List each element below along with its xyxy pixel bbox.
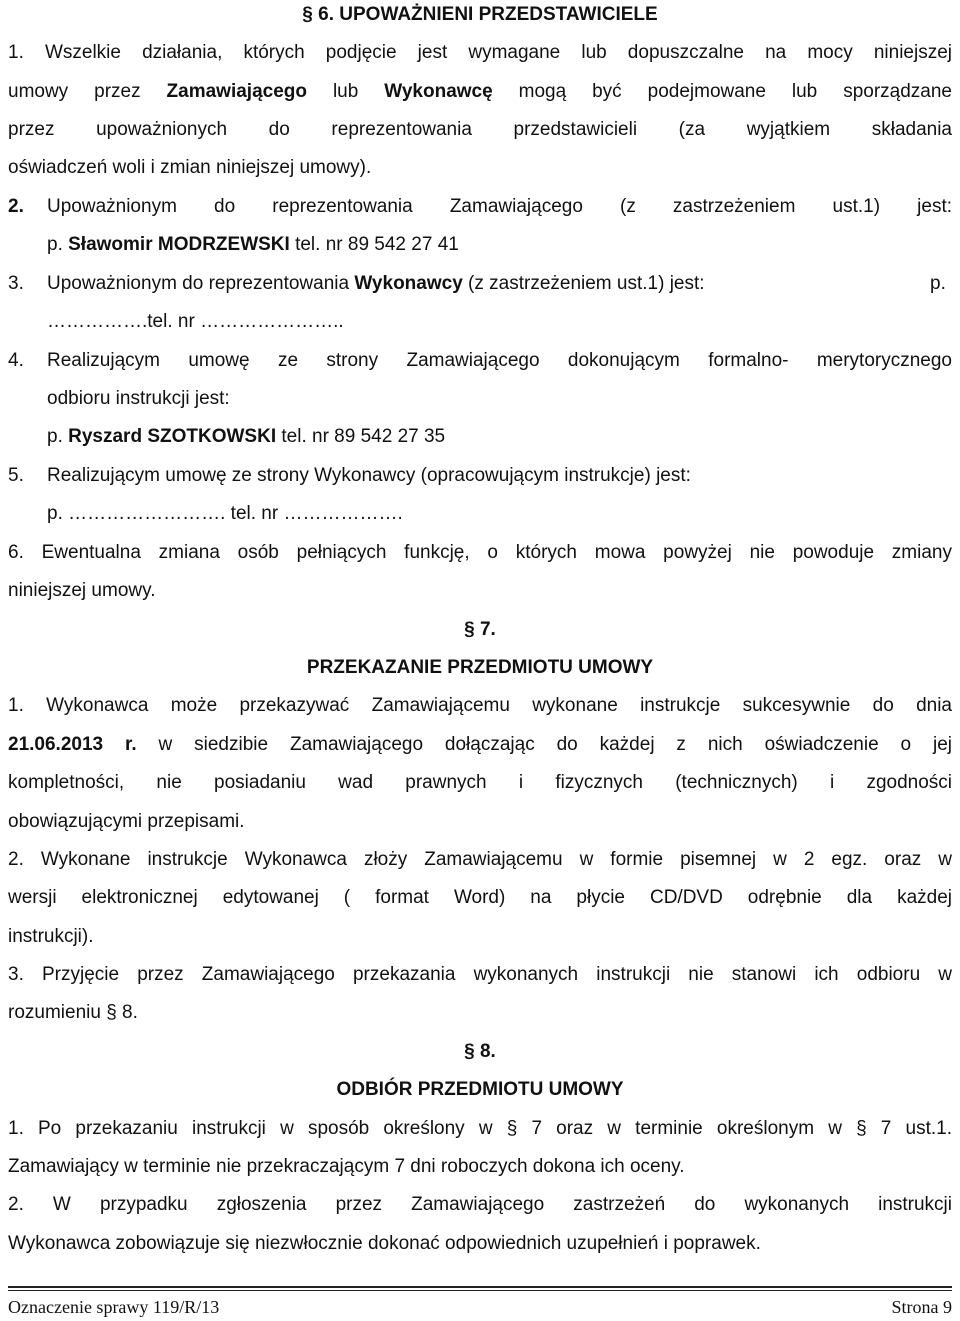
footer-page-number: Strona 9 — [891, 1297, 952, 1317]
section-7-number: § 7. — [464, 619, 496, 640]
s8-p2-line-2: Wykonawca zobowiązuje się niezwłocznie dokonać odpowiednich uzupełnień i poprawek. — [8, 1233, 761, 1254]
s6-p1-line-2: umowy przez Zamawiającego lub Wykonawcę mogą być podejmowane lub sporządzane — [8, 81, 952, 102]
footer-rule-thin — [8, 1290, 952, 1291]
s7-p3-line-1: 3. Przyjęcie przez Zamawiającego przekazania wykonanych instrukcji nie stanowi ich odbioru w — [8, 964, 952, 985]
s7-p1-line-3: kompletności, nie posiadaniu wad prawnych i fizycznych (technicznych) i zgodności — [8, 772, 952, 793]
s6-p4-line-2: odbioru instrukcji jest: — [47, 388, 230, 409]
s8-p2-line-1: 2. W przypadku zgłoszenia przez Zamawiającego zastrzeżeń do wykonanych instrukcji — [8, 1194, 952, 1215]
s7-p2-line-1: 2. Wykonane instrukcje Wykonawca złoży Zamawiającemu w formie pisemnej w 2 egz. oraz w — [8, 849, 952, 870]
s7-p2-line-2: wersji elektronicznej edytowanej ( format Word) na płycie CD/DVD odrębnie dla każdej — [8, 887, 952, 908]
s7-p1-line-2: 21.06.2013 r. w siedzibie Zamawiającego dołączając do każdej z nich oświadczenie o jej — [8, 734, 952, 755]
s6-p3-line-1-end: p. — [930, 273, 946, 294]
s7-p3-line-2: rozumieniu § 8. — [8, 1002, 138, 1023]
s6-p3-line-1: Upoważnionym do reprezentowania Wykonawcy (z zastrzeżeniem ust.1) jest: — [47, 273, 705, 294]
s6-p3-number: 3. — [8, 273, 24, 294]
footer-rule — [8, 1286, 952, 1288]
s7-p1-line-1: 1. Wykonawca może przekazywać Zamawiającemu wykonane instrukcje sukcesywnie do dnia — [8, 695, 952, 716]
s6-p5-number: 5. — [8, 465, 24, 486]
section-7-title: PRZEKAZANIE PRZEDMIOTU UMOWY — [306, 657, 654, 678]
section-6-heading: § 6. UPOWAŻNIENI PRZEDSTAWICIELE — [302, 4, 658, 25]
s8-p1-line-2: Zamawiający w terminie nie przekraczającym 7 dni roboczych dokona ich oceny. — [8, 1156, 685, 1177]
s6-p4-line-3: p. Ryszard SZOTKOWSKI tel. nr 89 542 27 35 — [47, 426, 446, 447]
s6-p4-number: 4. — [8, 350, 24, 371]
s6-p5-line-1: Realizującym umowę ze strony Wykonawcy (opracowującym instrukcje) jest: — [47, 465, 691, 486]
s7-p1-line-4: obowiązującymi przepisami. — [8, 811, 245, 832]
s8-p1-line-1: 1. Po przekazaniu instrukcji w sposób określony w § 7 oraz w terminie określonym w § 7 ust.1. — [8, 1118, 952, 1139]
s6-p2-number: 2. — [8, 196, 24, 217]
s6-p2-line-2: p. Sławomir MODRZEWSKI tel. nr 89 542 27 41 — [47, 234, 459, 255]
s6-p1-line-1: 1. Wszelkie działania, których podjęcie jest wymagane lub dopuszczalne na mocy niniejszej — [8, 42, 952, 63]
s6-p6-line-1: 6. Ewentualna zmiana osób pełniących funkcję, o których mowa powyżej nie powoduje zmiany — [8, 542, 952, 563]
section-8-number: § 8. — [464, 1041, 496, 1062]
s6-p6-line-2: niniejszej umowy. — [8, 580, 156, 601]
section-8-title: ODBIÓR PRZEDMIOTU UMOWY — [336, 1079, 624, 1100]
footer-case-reference: Oznaczenie sprawy 119/R/13 — [8, 1297, 220, 1317]
s6-p2-line-1: Upoważnionym do reprezentowania Zamawiającego (z zastrzeżeniem ust.1) jest: — [47, 196, 952, 217]
s6-p4-line-1: Realizującym umowę ze strony Zamawiającego dokonującym formalno- merytorycznego — [47, 350, 952, 371]
s6-p1-line-3: przez upoważnionych do reprezentowania przedstawicieli (za wyjątkiem składania — [8, 119, 952, 140]
s6-p5-line-2: p. ……………………. tel. nr ………………. — [47, 503, 403, 524]
s7-p2-line-3: instrukcji). — [8, 926, 94, 947]
s6-p1-line-4: oświadczeń woli i zmian niniejszej umowy). — [8, 157, 372, 178]
s6-p3-line-2: …………….tel. nr ………………….. — [47, 311, 344, 332]
